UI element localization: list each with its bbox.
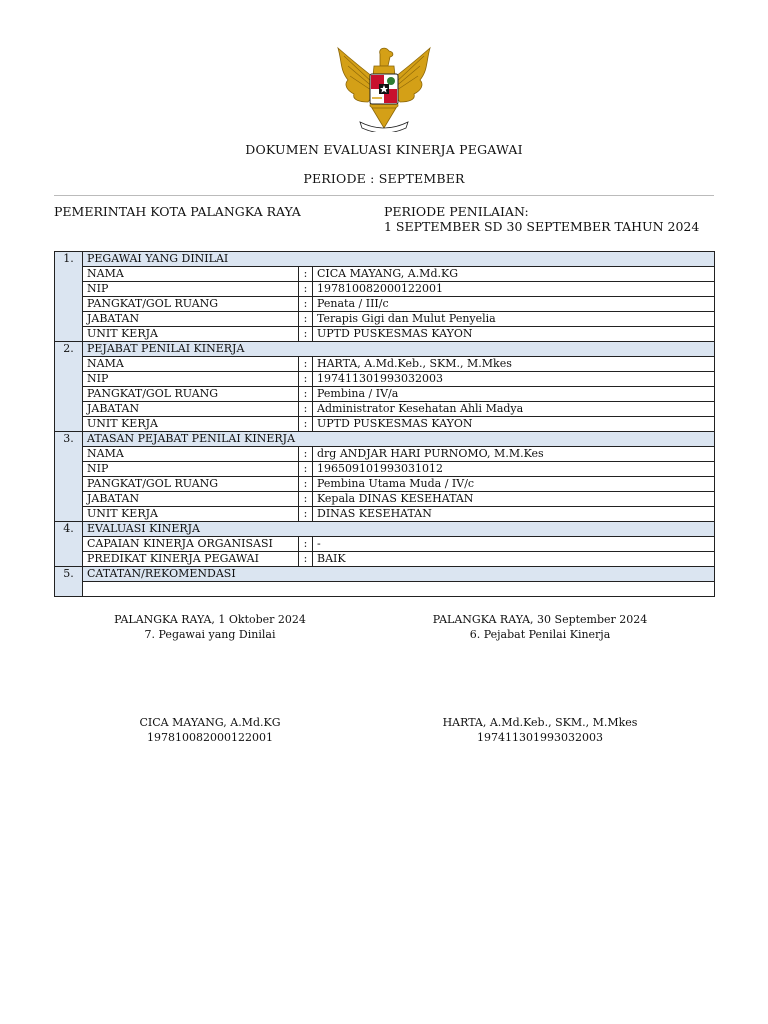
row-value: Kepala DINAS KESEHATAN: [313, 492, 715, 507]
row-label: UNIT KERJA: [83, 327, 299, 342]
row-label: NIP: [83, 372, 299, 387]
table-row: [55, 402, 715, 417]
row-value: CICA MAYANG, A.Md.KG: [313, 267, 715, 282]
colon: :: [299, 447, 313, 462]
section-title: PEGAWAI YANG DINILAI: [83, 252, 715, 267]
row-value: drg ANDJAR HARI PURNOMO, M.M.Kes: [313, 447, 715, 462]
signature-role: 6. Pejabat Penilai Kinerja: [469, 628, 611, 641]
signatory-nip: 197411301993032003: [477, 731, 603, 744]
signature-place-date: PALANGKA RAYA, 30 September 2024: [432, 613, 648, 626]
colon: :: [299, 417, 313, 432]
row-label: PANGKAT/GOL RUANG: [83, 387, 299, 402]
section-header-row: [55, 252, 715, 267]
row-label: NIP: [83, 462, 299, 477]
garuda-pancasila-emblem: [334, 44, 434, 132]
colon: :: [299, 312, 313, 327]
row-value: Terapis Gigi dan Mulut Penyelia: [313, 312, 715, 327]
signature-right-name-block: [410, 715, 670, 745]
colon: :: [299, 357, 313, 372]
table-row: [55, 477, 715, 492]
section-header-row: [55, 567, 715, 582]
row-label: NAMA: [83, 267, 299, 282]
row-label: UNIT KERJA: [83, 507, 299, 522]
colon: :: [299, 402, 313, 417]
divider: [54, 195, 714, 196]
table-row: [55, 267, 715, 282]
table-row: [55, 417, 715, 432]
table-row: [55, 552, 715, 567]
notes-cell: [83, 582, 715, 597]
row-value: HARTA, A.Md.Keb., SKM., M.Mkes: [313, 357, 715, 372]
colon: :: [299, 462, 313, 477]
assessment-period-label: PERIODE PENILAIAN:: [384, 204, 529, 219]
colon: :: [299, 477, 313, 492]
institution-name: PEMERINTAH KOTA PALANGKA RAYA: [54, 204, 301, 219]
colon: :: [299, 297, 313, 312]
colon: :: [299, 492, 313, 507]
period-label: PERIODE : SEPTEMBER: [303, 171, 465, 186]
section-header-row: [55, 342, 715, 357]
row-value: DINAS KESEHATAN: [313, 507, 715, 522]
section-title: EVALUASI KINERJA: [83, 522, 715, 537]
section-number: 4.: [55, 522, 83, 567]
section-number: 5.: [55, 567, 83, 597]
table-row: [55, 462, 715, 477]
table-row: [55, 447, 715, 462]
section-number: 2.: [55, 342, 83, 432]
row-label: NAMA: [83, 357, 299, 372]
colon: :: [299, 282, 313, 297]
section-header-row: [55, 432, 715, 447]
colon: :: [299, 507, 313, 522]
table-row: [55, 312, 715, 327]
row-value: UPTD PUSKESMAS KAYON: [313, 327, 715, 342]
section-number: 3.: [55, 432, 83, 522]
row-value: Penata / III/c: [313, 297, 715, 312]
row-value: 197810082000122001: [313, 282, 715, 297]
signature-left-header: [80, 612, 340, 642]
row-label: JABATAN: [83, 312, 299, 327]
section-number: 1.: [55, 252, 83, 342]
table-row: [55, 372, 715, 387]
evaluation-table: [54, 251, 715, 597]
table-row: [55, 327, 715, 342]
row-label: NAMA: [83, 447, 299, 462]
section-title: ATASAN PEJABAT PENILAI KINERJA: [83, 432, 715, 447]
row-label: NIP: [83, 282, 299, 297]
section-header-row: [55, 522, 715, 537]
row-label: JABATAN: [83, 402, 299, 417]
colon: :: [299, 387, 313, 402]
row-label: JABATAN: [83, 492, 299, 507]
row-value: -: [313, 537, 715, 552]
row-value: BAIK: [313, 552, 715, 567]
assessment-period-value: 1 SEPTEMBER SD 30 SEPTEMBER TAHUN 2024: [384, 219, 700, 234]
colon: :: [299, 327, 313, 342]
row-value: UPTD PUSKESMAS KAYON: [313, 417, 715, 432]
signatory-nip: 197810082000122001: [147, 731, 273, 744]
row-label: UNIT KERJA: [83, 417, 299, 432]
colon: :: [299, 372, 313, 387]
table-row: [55, 387, 715, 402]
section-title: PEJABAT PENILAI KINERJA: [83, 342, 715, 357]
table-row: [55, 537, 715, 552]
table-row: [55, 357, 715, 372]
signatory-name: HARTA, A.Md.Keb., SKM., M.Mkes: [442, 716, 638, 729]
colon: :: [299, 267, 313, 282]
colon: :: [299, 552, 313, 567]
row-value: Pembina Utama Muda / IV/c: [313, 477, 715, 492]
row-value: 196509101993031012: [313, 462, 715, 477]
signature-place-date: PALANGKA RAYA, 1 Oktober 2024: [114, 613, 306, 626]
row-label: PREDIKAT KINERJA PEGAWAI: [83, 552, 299, 567]
section-title: CATATAN/REKOMENDASI: [83, 567, 715, 582]
row-value: Pembina / IV/a: [313, 387, 715, 402]
table-row: [55, 282, 715, 297]
signature-left-name-block: [80, 715, 340, 745]
notes-row: [55, 582, 715, 597]
signature-right-header: [410, 612, 670, 642]
row-label: PANGKAT/GOL RUANG: [83, 297, 299, 312]
assessment-period: [384, 204, 704, 234]
row-value: 197411301993032003: [313, 372, 715, 387]
document-title: DOKUMEN EVALUASI KINERJA PEGAWAI: [245, 142, 523, 157]
table-row: [55, 297, 715, 312]
table-row: [55, 507, 715, 522]
table-row: [55, 492, 715, 507]
colon: :: [299, 537, 313, 552]
row-value: Administrator Kesehatan Ahli Madya: [313, 402, 715, 417]
row-label: PANGKAT/GOL RUANG: [83, 477, 299, 492]
row-label: CAPAIAN KINERJA ORGANISASI: [83, 537, 299, 552]
signature-role: 7. Pegawai yang Dinilai: [144, 628, 276, 641]
signatory-name: CICA MAYANG, A.Md.KG: [139, 716, 281, 729]
